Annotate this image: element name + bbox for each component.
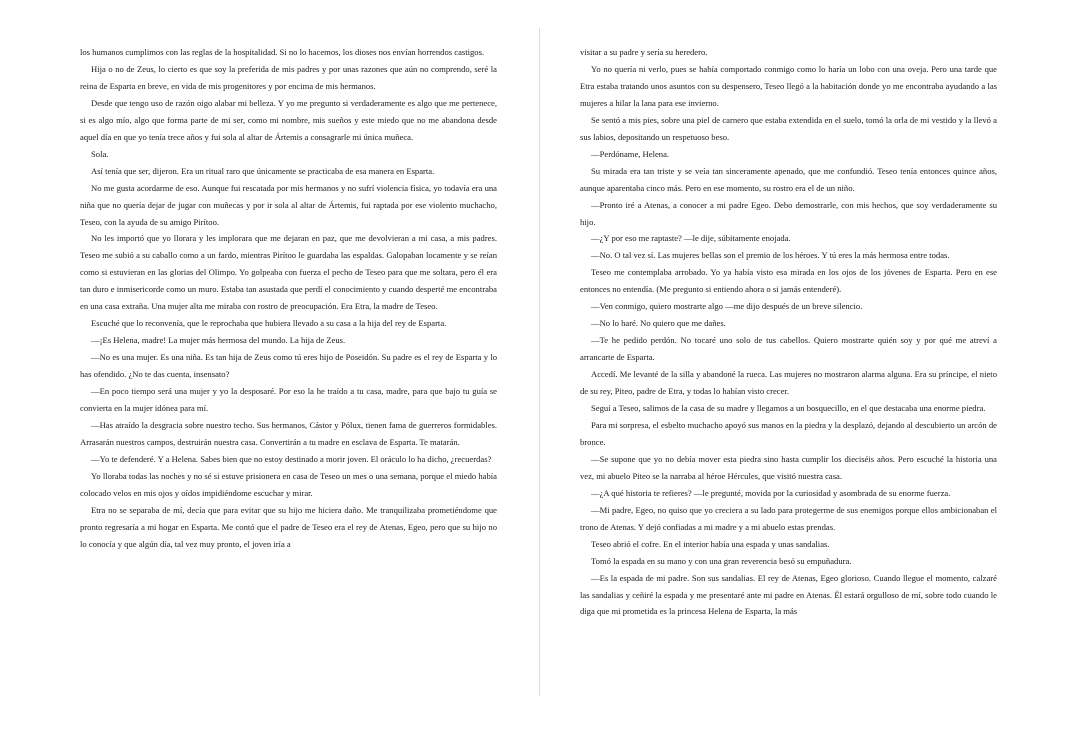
paragraph: Seguí a Teseo, salimos de la casa de su madre y llegamos a un bosquecillo, en el que destacaba una enorme piedra. (591, 403, 986, 414)
paragraph: Yo no quería ni verlo, pues se había comportado conmigo como lo haría un lobo con una oveja. Pero una tarde que Etra estaba tratando unos asuntos con su despensero, Teseo llegó a la habitación donde yo me encontraba ayudando a las mujeres a hilar la lana para ese invierno. (580, 63, 997, 108)
paragraph: —Yo te defenderé. Y a Helena. Sabes bien que no estoy destinado a morir joven. El oráculo lo ha dicho, ¿recuerdas? (91, 453, 492, 464)
paragraph: Teseo me contemplaba arrobado. Yo ya había visto esa mirada en los ojos de los jóvenes de Esparta. Pero en ese entonces no entendía. (Me pregunto si entiendo ahora o si jamás entenderé). (580, 267, 997, 295)
paragraph: —¿Y por eso me raptaste? —le dije, súbitamente enojada. (591, 233, 791, 244)
paragraph: Accedí. Me levanté de la silla y abandoné la rueca. Las mujeres no mostraron alarma alguna. Era su príncipe, el nieto de su rey, Piteo, padre de Etra, y todas lo habían visto crecer. (580, 369, 997, 397)
paragraph: visitar a su padre y sería su heredero. (580, 47, 708, 57)
paragraph: —¿A qué historia te refieres? —le pregunté, movida por la curiosidad y asombrada de su enorme fuerza. (591, 487, 951, 498)
paragraph: No me gusta acordarme de eso. Aunque fui rescatada por mis hermanos y no sufrí violencia física, yo todavía era una niña que no quería dejar de jugar con muñecas y por ir sola al altar de Ártemis, fui raptada por ese violento muchacho, Teseo, con la ayuda de su amigo Pirítoo. (80, 182, 497, 227)
paragraph: los humanos cumplimos con las reglas de la hospitalidad. Si no lo hacemos, los dioses nos envían horrendos castigos. (80, 47, 485, 57)
paragraph: Su mirada era tan triste y se veía tan sinceramente apenado, que me confundió. Teseo tenía entonces quince años, aunque aparentaba cinco más. Pero en ese momento, su rostro era el de un niño. (580, 165, 997, 193)
paragraph: —Perdóname, Helena. (591, 148, 670, 159)
paragraph: Así tenía que ser, dijeron. Era un ritual raro que únicamente se practicaba de esa manera en Esparta. (91, 165, 435, 176)
paragraph: —No es una mujer. Es una niña. Es tan hija de Zeus como tú eres hijo de Poseidón. Su padre es el rey de Esparta y lo has ofendido. ¿No te das cuenta, insensato? (80, 352, 497, 380)
paragraph: Hija o no de Zeus, lo cierto es que soy la preferida de mis padres y por unas razones que aún no comprendo, seré la reina de Esparta en breve, en vida de mis progenitores y por encima de mis hermanos. (80, 63, 497, 91)
paragraph: Sola. (91, 148, 109, 159)
paragraph: —¡Es Helena, madre! La mujer más hermosa del mundo. La hija de Zeus. (91, 335, 346, 346)
paragraph: —No lo haré. No quiero que me dañes. (591, 318, 726, 329)
paragraph: —Has atraído la desgracia sobre nuestro techo. Sus hermanos, Cástor y Pólux, tienen fama de guerreros formidables. Arrasarán nuestros campos, destruirán nuestra casa. Convertirán a tu madre en esclava de Esparta. Te matarán. (80, 419, 497, 447)
paragraph: Para mi sorpresa, el esbelto muchacho apoyó sus manos en la piedra y la desplazó, dejando al descubierto un arcón de bronce. (580, 419, 997, 447)
paragraph: Se sentó a mis pies, sobre una piel de carnero que estaba extendida en el suelo, tomó la orla de mi vestido y la llevó a sus labios, depositando un respetuoso beso. (580, 114, 997, 142)
paragraph: —Se supone que yo no debía mover esta piedra sino hasta cumplir los dieciséis años. Pero escuché la historia una vez, mi abuelo Piteo se la narraba al héroe Hércules, que visitó nuestra casa. (580, 453, 997, 481)
paragraph: Yo lloraba todas las noches y no sé si estuve prisionera en casa de Teseo un mes o una semana, porque el miedo había colocado velos en mis ojos y oídos impidiéndome escuchar y mirar. (80, 470, 497, 498)
paragraph: —Pronto iré a Atenas, a conocer a mi padre Egeo. Debo demostrarle, con mis hechos, que soy verdaderamente su hijo. (580, 199, 997, 227)
page-gutter-divider (539, 28, 540, 696)
paragraph: Escuché que lo reconvenía, que le reprochaba que hubiera llevado a su casa a la hija del rey de Esparta. (91, 318, 447, 329)
paragraph: —No. O tal vez sí. Las mujeres bellas son el premio de los héroes. Y tú eres la más hermosa entre todas. (591, 250, 950, 261)
right-page (580, 44, 997, 620)
paragraph: No les importó que yo llorara y les implorara que me dejaran en paz, que me devolvieran a mi casa, a mis padres. Teseo me subió a su caballo como a un fardo, mientras Pirítoo le guardaba las espaldas. Galopaban locamente y se reían como si estuvieran en las glorias del Olimpo. Yo golpeaba con fuerza el pecho de Teseo para que me soltara, pero él era tan duro e inmisericorde como un muro. Estaba tan asustada que perdí el conocimiento y cuando desperté me encontraba en una casa extraña. Una mujer alta me miraba con rostro de preocupación. Era Etra, la madre de Teseo. (80, 233, 497, 312)
paragraph: Teseo abrió el cofre. En el interior había una espada y unas sandalias. (591, 538, 830, 549)
left-page (80, 44, 497, 553)
paragraph: Etra no se separaba de mí, decía que para evitar que su hijo me hiciera daño. Me tranquilizaba prometiéndome que pronto regresaría a mi hogar en Esparta. Me contó que el padre de Teseo era el rey de Atenas, Egeo, pero que su hijo no lo conocía y que algún día, tal vez muy pronto, el joven iría a (80, 504, 497, 549)
paragraph: —Es la espada de mi padre. Son sus sandalias. El rey de Atenas, Egeo glorioso. Cuando llegue el momento, calzaré las sandalias y ceñiré la espada y me presentaré ante mi padre en Atenas. Él estará orgulloso de mí, sobre todo cuando le diga que mi prometida es la princesa Helena de Esparta, la más (580, 572, 997, 617)
paragraph: —Mi padre, Egeo, no quiso que yo creciera a su lado para protegerme de sus enemigos porque ellos ambicionaban el trono de Atenas. Y dejó confiadas a mi madre y a mi abuelo estas prendas. (580, 504, 997, 532)
paragraph: Desde que tengo uso de razón oigo alabar mi belleza. Y yo me pregunto si verdaderamente es algo que me pertenece, si es algo mío, algo que forma parte de mi ser, como mi nombre, mis sueños y este miedo que no me abandona desde aquel día en que yo tenía trece años y fui sola al altar de Ártemis a consagrarle mi única muñeca. (80, 97, 497, 142)
paragraph: —En poco tiempo será una mujer y yo la desposaré. Por eso la he traído a tu casa, madre, para que bajo tu guía se convierta en la mujer idónea para mí. (80, 386, 497, 414)
paragraph: Tomó la espada en su mano y con una gran reverencia besó su empuñadura. (591, 555, 852, 566)
paragraph: —Te he pedido perdón. No tocaré uno solo de tus cabellos. Quiero mostrarte quién soy y por qué me atreví a arrancarte de Esparta. (580, 335, 997, 363)
paragraph: —Ven conmigo, quiero mostrarte algo —me dijo después de un breve silencio. (591, 301, 863, 312)
